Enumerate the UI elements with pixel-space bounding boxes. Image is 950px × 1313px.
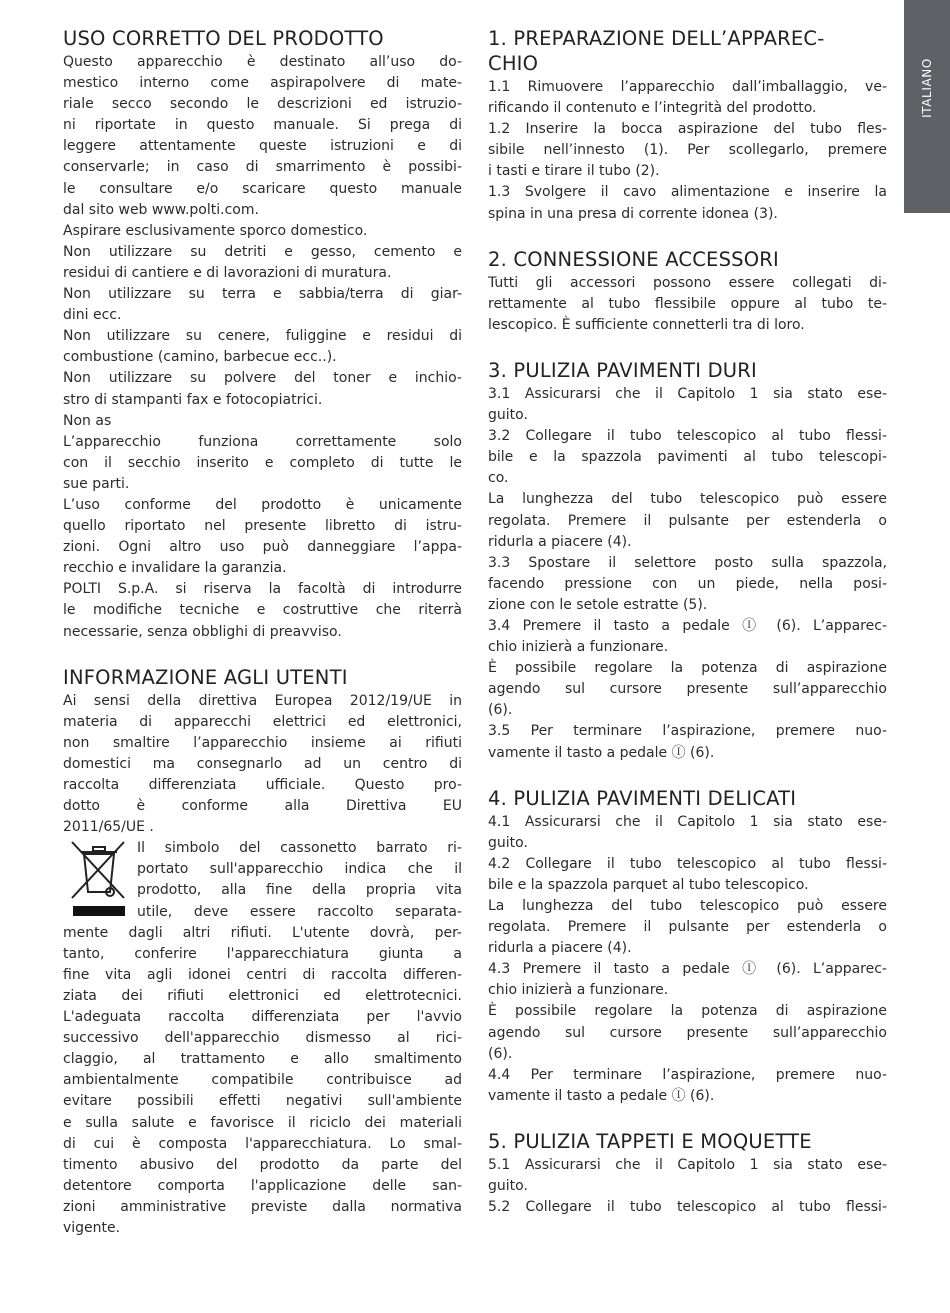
text-line: 4.2 Collegare il tubo telescopico al tubo flessi- bbox=[488, 855, 887, 872]
text-line: mente dagli altri rifiuti. L'utente dovrà, per- bbox=[63, 924, 462, 941]
text-line: Ai sensi della direttiva Europea 2012/19/UE in bbox=[63, 692, 462, 709]
text-line: Non utilizzare su detriti e gesso, cemento e bbox=[63, 243, 462, 260]
text-line: raccolta differenziata ufficiale. Questo pro- bbox=[63, 777, 462, 793]
section bbox=[488, 787, 887, 1107]
text-line: co. bbox=[488, 470, 509, 487]
text-line[interactable]: dal sito web www.polti.com. bbox=[63, 201, 259, 218]
text-line: vamente il tasto a pedale Ⓘ (6). bbox=[488, 1087, 715, 1104]
text-line: zioni. Ogni altro uso può danneggiare l’appa- bbox=[63, 539, 462, 556]
text-line: guito. bbox=[488, 407, 528, 424]
paragraph bbox=[63, 691, 462, 839]
text-line: rificando il contenuto e l’integrità del prodotto. bbox=[488, 100, 817, 117]
text-line: fine vita agli idonei centri di raccolta differen- bbox=[63, 966, 462, 983]
section-heading: CHIO bbox=[488, 52, 539, 75]
crossed-bin-weee-icon bbox=[70, 840, 128, 918]
text-line: riale secco secondo le descrizioni ed istruzio- bbox=[63, 96, 462, 113]
text-line: ridurla a piacere (4). bbox=[488, 533, 632, 550]
text-line: 4.3 Premere il tasto a pedale Ⓘ (6). L’apparec- bbox=[488, 961, 887, 978]
text-line: (6). bbox=[488, 1045, 513, 1062]
text-line: regolata. Premere il pulsante per estenderla o bbox=[488, 919, 887, 936]
text-line: recchio e invalidare la garanzia. bbox=[63, 560, 287, 577]
text-line: materia di apparecchi elettrici ed elettronici, bbox=[63, 713, 462, 730]
language-side-tab bbox=[904, 0, 950, 213]
text-line: vamente il tasto a pedale Ⓘ (6). bbox=[488, 744, 715, 761]
text-line: residui di cantiere e di lavorazioni di muratura. bbox=[63, 264, 392, 281]
paragraph bbox=[488, 959, 887, 1001]
text-line: necessarie, senza obblighi di preavviso. bbox=[63, 623, 342, 640]
text-line: zione con le setole estratte (5). bbox=[488, 596, 708, 613]
paragraph bbox=[488, 1197, 887, 1218]
text-line: stro di stampanti fax e fotocopiatrici. bbox=[63, 391, 323, 408]
paragraph bbox=[488, 426, 887, 489]
paragraph bbox=[488, 896, 887, 959]
text-line: 1.2 Inserire la bocca aspirazione del tubo fles- bbox=[488, 121, 887, 138]
section bbox=[488, 1130, 887, 1218]
text-line: Non utilizzare su terra e sabbia/terra di giar- bbox=[63, 286, 462, 303]
paragraph bbox=[488, 119, 887, 182]
section bbox=[488, 27, 887, 225]
text-line: Tutti gli accessori possono essere collegati di- bbox=[488, 274, 887, 291]
text-line: 3.1 Assicurarsi che il Capitolo 1 sia stato ese- bbox=[488, 385, 887, 402]
paragraph bbox=[488, 489, 887, 552]
text-line: combustione (camino, barbecue ecc..). bbox=[63, 349, 337, 366]
text-line: È possibile regolare la potenza di aspirazione bbox=[488, 1003, 887, 1020]
text-line: regolata. Premere il pulsante per estenderla o bbox=[488, 512, 887, 529]
section-heading: 4. PULIZIA PAVIMENTI DELICATI bbox=[488, 786, 797, 810]
section-heading: 2. CONNESSIONE ACCESSORI bbox=[488, 247, 779, 271]
text-line: La lunghezza del tubo telescopico può essere bbox=[488, 898, 887, 914]
text-line: 3.3 Spostare il selettore posto sulla spazzola, bbox=[488, 554, 887, 571]
text-line: i tasti e tirare il tubo (2). bbox=[488, 163, 660, 180]
text-line: Non as bbox=[63, 412, 112, 429]
text-line: bile e la spazzola parquet al tubo telescopico. bbox=[488, 876, 809, 893]
text-line: 4.1 Assicurarsi che il Capitolo 1 sia stato ese- bbox=[488, 813, 887, 830]
text-line: Non utilizzare su polvere del toner e inchio- bbox=[63, 370, 462, 387]
text-line: POLTI S.p.A. si riserva la facoltà di introdurre bbox=[63, 581, 462, 598]
text-line: La lunghezza del tubo telescopico può essere bbox=[488, 491, 887, 508]
section bbox=[63, 666, 462, 1239]
paragraph bbox=[63, 368, 462, 410]
paragraph bbox=[63, 411, 462, 432]
text-line: successivo dell'apparecchio dismesso al rici- bbox=[63, 1030, 462, 1047]
text-line: dotto è conforme alla Direttiva EU bbox=[63, 798, 462, 815]
text-line: mestico interno come aspirapolvere di mate- bbox=[63, 75, 462, 92]
paragraph bbox=[63, 432, 462, 495]
text-line: 1.1 Rimuovere l’apparecchio dall’imballaggio, ve- bbox=[488, 79, 887, 95]
section-heading: 3. PULIZIA PAVIMENTI DURI bbox=[488, 358, 757, 382]
paragraph bbox=[488, 77, 887, 119]
text-line: 5.2 Collegare il tubo telescopico al tubo flessi- bbox=[488, 1199, 887, 1216]
text-line: Questo apparecchio è destinato all’uso do- bbox=[63, 54, 462, 70]
text-line: sibile nell’innesto (1). Per scollegarlo, premere bbox=[488, 142, 887, 159]
section-heading: 1. PREPARAZIONE DELL’APPAREC- bbox=[488, 27, 825, 50]
paragraph bbox=[63, 326, 462, 368]
text-line: Il simbolo del cassonetto barrato ri- bbox=[137, 840, 462, 857]
text-line: È possibile regolare la potenza di aspirazione bbox=[488, 660, 887, 677]
text-line: rettamente al tubo flessibile oppure al tubo te- bbox=[488, 295, 887, 312]
text-line: 2011/65/UE . bbox=[63, 819, 154, 836]
paragraph bbox=[63, 242, 462, 284]
text-line: di cui è composta l'apparecchiatura. Lo smal- bbox=[63, 1135, 462, 1152]
right-column bbox=[488, 27, 887, 1241]
text-line: detentore comporta l'applicazione delle san- bbox=[63, 1177, 462, 1194]
text-line: 4.4 Per terminare l’aspirazione, premere nuo- bbox=[488, 1066, 887, 1083]
text-line: guito. bbox=[488, 834, 528, 851]
text-line: conservarle; in caso di smarrimento è possibi- bbox=[63, 159, 462, 176]
paragraph bbox=[488, 182, 887, 224]
text-line: tanto, conferire l'apparecchiatura giunta a bbox=[63, 945, 462, 962]
text-line: domestici ma consegnarlo ad un centro di bbox=[63, 755, 462, 772]
section-heading: INFORMAZIONE AGLI UTENTI bbox=[63, 665, 348, 689]
paragraph bbox=[488, 1155, 887, 1197]
paragraph bbox=[488, 658, 887, 721]
text-line: 5.1 Assicurarsi che il Capitolo 1 sia stato ese- bbox=[488, 1156, 887, 1173]
text-line: non smaltire l’apparecchio insieme ai rifiuti bbox=[63, 734, 462, 751]
paragraph bbox=[488, 721, 887, 763]
text-line: Non utilizzare su cenere, fuliggine e residui di bbox=[63, 328, 462, 345]
paragraph bbox=[488, 616, 887, 658]
paragraph bbox=[488, 273, 887, 336]
paragraph bbox=[488, 384, 887, 426]
text-line: chio inizierà a funzionare. bbox=[488, 982, 669, 999]
paragraph bbox=[63, 838, 462, 1239]
text-line: quello riportato nel presente libretto di istru- bbox=[63, 518, 462, 535]
text-line: claggio, al trattamento e allo smaltimento bbox=[63, 1051, 462, 1068]
text-line: 3.4 Premere il tasto a pedale Ⓘ (6). L’apparec- bbox=[488, 617, 887, 634]
text-line: agendo sul cursore presente sull’apparecchio bbox=[488, 1024, 887, 1041]
section bbox=[63, 27, 462, 643]
paragraph bbox=[63, 52, 462, 221]
section-heading: 5. PULIZIA TAPPETI E MOQUETTE bbox=[488, 1129, 812, 1153]
section bbox=[488, 359, 887, 764]
text-line: (6). bbox=[488, 702, 513, 719]
text-line: timento abusivo del prodotto da parte del bbox=[63, 1156, 462, 1173]
text-line: guito. bbox=[488, 1178, 528, 1195]
text-line: vigente. bbox=[63, 1219, 121, 1236]
text-line: portato sull'apparecchio indica che il bbox=[137, 861, 462, 878]
paragraph bbox=[488, 553, 887, 616]
text-line: e sulla salute e favorisce il riciclo dei materiali bbox=[63, 1114, 462, 1131]
text-line: sue parti. bbox=[63, 475, 130, 492]
text-line: 3.5 Per terminare l’aspirazione, premere nuo- bbox=[488, 723, 887, 740]
text-line: prodotto, alla fine della propria vita bbox=[137, 882, 462, 899]
paragraph bbox=[63, 579, 462, 642]
text-line: con il secchio inserito e completo di tutte le bbox=[63, 454, 462, 471]
text-line: 3.2 Collegare il tubo telescopico al tubo flessi- bbox=[488, 428, 887, 445]
left-column bbox=[63, 27, 462, 1262]
paragraph bbox=[488, 1065, 887, 1107]
text-line: L’uso conforme del prodotto è unicamente bbox=[63, 496, 462, 513]
paragraph bbox=[488, 812, 887, 854]
text-line: agendo sul cursore presente sull’apparecchio bbox=[488, 681, 887, 698]
section-heading: USO CORRETTO DEL PRODOTTO bbox=[63, 27, 384, 50]
text-line: 1.3 Svolgere il cavo alimentazione e inserire la bbox=[488, 184, 887, 201]
paragraph bbox=[63, 495, 462, 579]
language-label: ITALIANO bbox=[920, 58, 934, 118]
text-line: leggere attentamente queste istruzioni e di bbox=[63, 138, 462, 155]
text-line: Aspirare esclusivamente sporco domestico. bbox=[63, 222, 368, 239]
text-line: spina in una presa di corrente idonea (3). bbox=[488, 205, 778, 222]
text-line: bile e la spazzola pavimenti al tubo telescopi- bbox=[488, 449, 887, 466]
paragraph bbox=[488, 854, 887, 896]
text-line: utile, deve essere raccolto separata- bbox=[137, 903, 462, 920]
paragraph bbox=[63, 284, 462, 326]
text-line: chio inizierà a funzionare. bbox=[488, 639, 669, 656]
text-line: ridurla a piacere (4). bbox=[488, 940, 632, 957]
text-line: le modifiche tecniche e costruttive che riterrà bbox=[63, 602, 462, 619]
text-line: facendo pressione con un piede, nella posi- bbox=[488, 575, 887, 592]
text-line: L’apparecchio funziona correttamente solo bbox=[63, 433, 462, 450]
section bbox=[488, 248, 887, 336]
text-line: ziata dei rifiuti elettronici ed elettrotecnici. bbox=[63, 987, 462, 1004]
text-line: ni riportate in questo manuale. Si prega di bbox=[63, 117, 462, 134]
text-line: L'adeguata raccolta differenziata per l'avvio bbox=[63, 1009, 462, 1026]
text-line: evitare possibili effetti negativi sull'ambiente bbox=[63, 1093, 462, 1110]
paragraph bbox=[63, 221, 462, 242]
text-line: zioni amministrative previste dalla normativa bbox=[63, 1198, 462, 1215]
text-line: dini ecc. bbox=[63, 307, 122, 324]
text-line: ambientalmente compatibile contribuisce ad bbox=[63, 1072, 462, 1089]
text-line: le consultare e/o scaricare questo manuale bbox=[63, 180, 462, 197]
text-line: lescopico. È sufficiente connetterli tra di loro. bbox=[488, 316, 805, 333]
paragraph bbox=[488, 1001, 887, 1064]
